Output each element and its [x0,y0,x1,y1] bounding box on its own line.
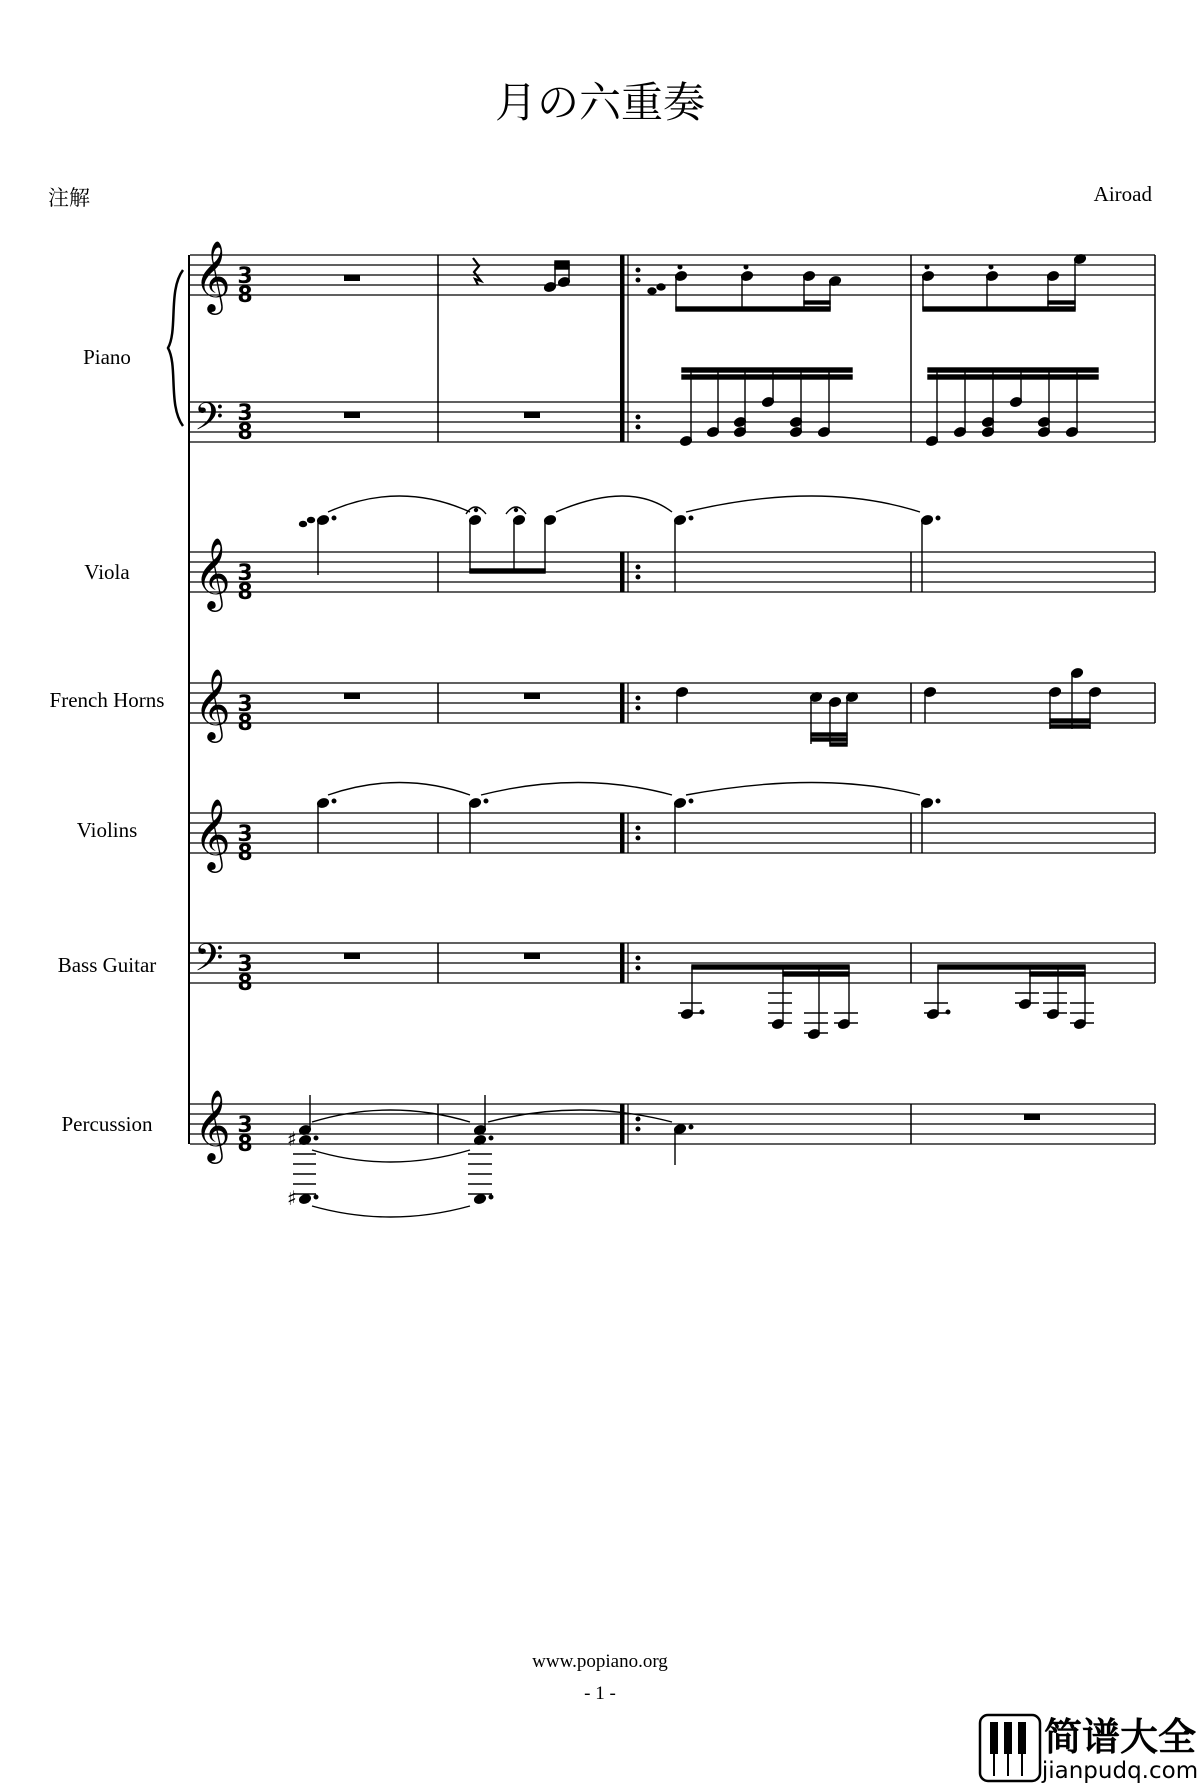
svg-text:8: 8 [237,971,253,996]
svg-text:8: 8 [237,841,253,866]
treble-clef-icon: 𝄞 [194,797,231,870]
percussion-notes [287,1095,693,1217]
piano-bass-notes [679,368,1098,447]
treble-clef-icon: 𝄞 [194,667,231,740]
piano-brace [168,270,183,426]
bass-clef-icon: 𝄢 [194,935,224,989]
instrument-label-percussion: Percussion [61,1112,153,1136]
treble-clef-icon: 𝄞 [194,536,231,609]
composer-name: Airoad [1093,182,1152,206]
barlines [189,255,1155,1144]
treble-clef-icon: 𝄞 [194,239,231,312]
svg-text:3: 3 [237,822,253,847]
page-number: - 1 - [584,1683,616,1704]
svg-text:8: 8 [237,420,253,445]
bass-guitar-notes [678,965,1094,1040]
note-label: 注解 [48,186,90,210]
staff-lines [190,255,1155,1144]
svg-text:3: 3 [237,692,253,717]
site-logo [978,1712,1200,1784]
instrument-label-piano: Piano [83,345,131,369]
svg-text:3: 3 [237,264,253,289]
piano-treble-notes [473,253,1087,311]
footer-url: www.popiano.org [532,1651,668,1672]
svg-text:3: 3 [237,561,253,586]
instrument-label-viola: Viola [84,560,130,584]
instrument-label-violins: Violins [76,818,138,842]
svg-text:8: 8 [237,1132,253,1157]
french-horns-notes [675,667,1101,746]
svg-text:3: 3 [237,401,253,426]
repeat-start-barlines [620,255,641,1144]
svg-text:8: 8 [237,580,253,605]
svg-text:3: 3 [237,1113,253,1138]
logo-text: 简谱大全 [1043,1715,1197,1759]
svg-text:3: 3 [237,952,253,977]
instrument-label-bass-guitar: Bass Guitar [57,953,157,977]
score-title: 月の六重奏 [494,78,705,127]
logo-url: jianpudq.com [1041,1758,1199,1784]
sharp-icon: ♯ [287,1186,297,1210]
treble-clef-icon: 𝄞 [194,1088,231,1161]
piano-keys-icon [978,1712,1200,1784]
svg-text:8: 8 [237,283,253,308]
time-signatures [237,264,252,1157]
sharp-icon: ♯ [287,1127,297,1151]
viola-notes [300,496,940,592]
instrument-label-french-horns: French Horns [49,688,165,712]
svg-text:8: 8 [237,711,253,736]
clefs [194,239,231,1164]
bass-clef-icon: 𝄢 [194,394,224,448]
